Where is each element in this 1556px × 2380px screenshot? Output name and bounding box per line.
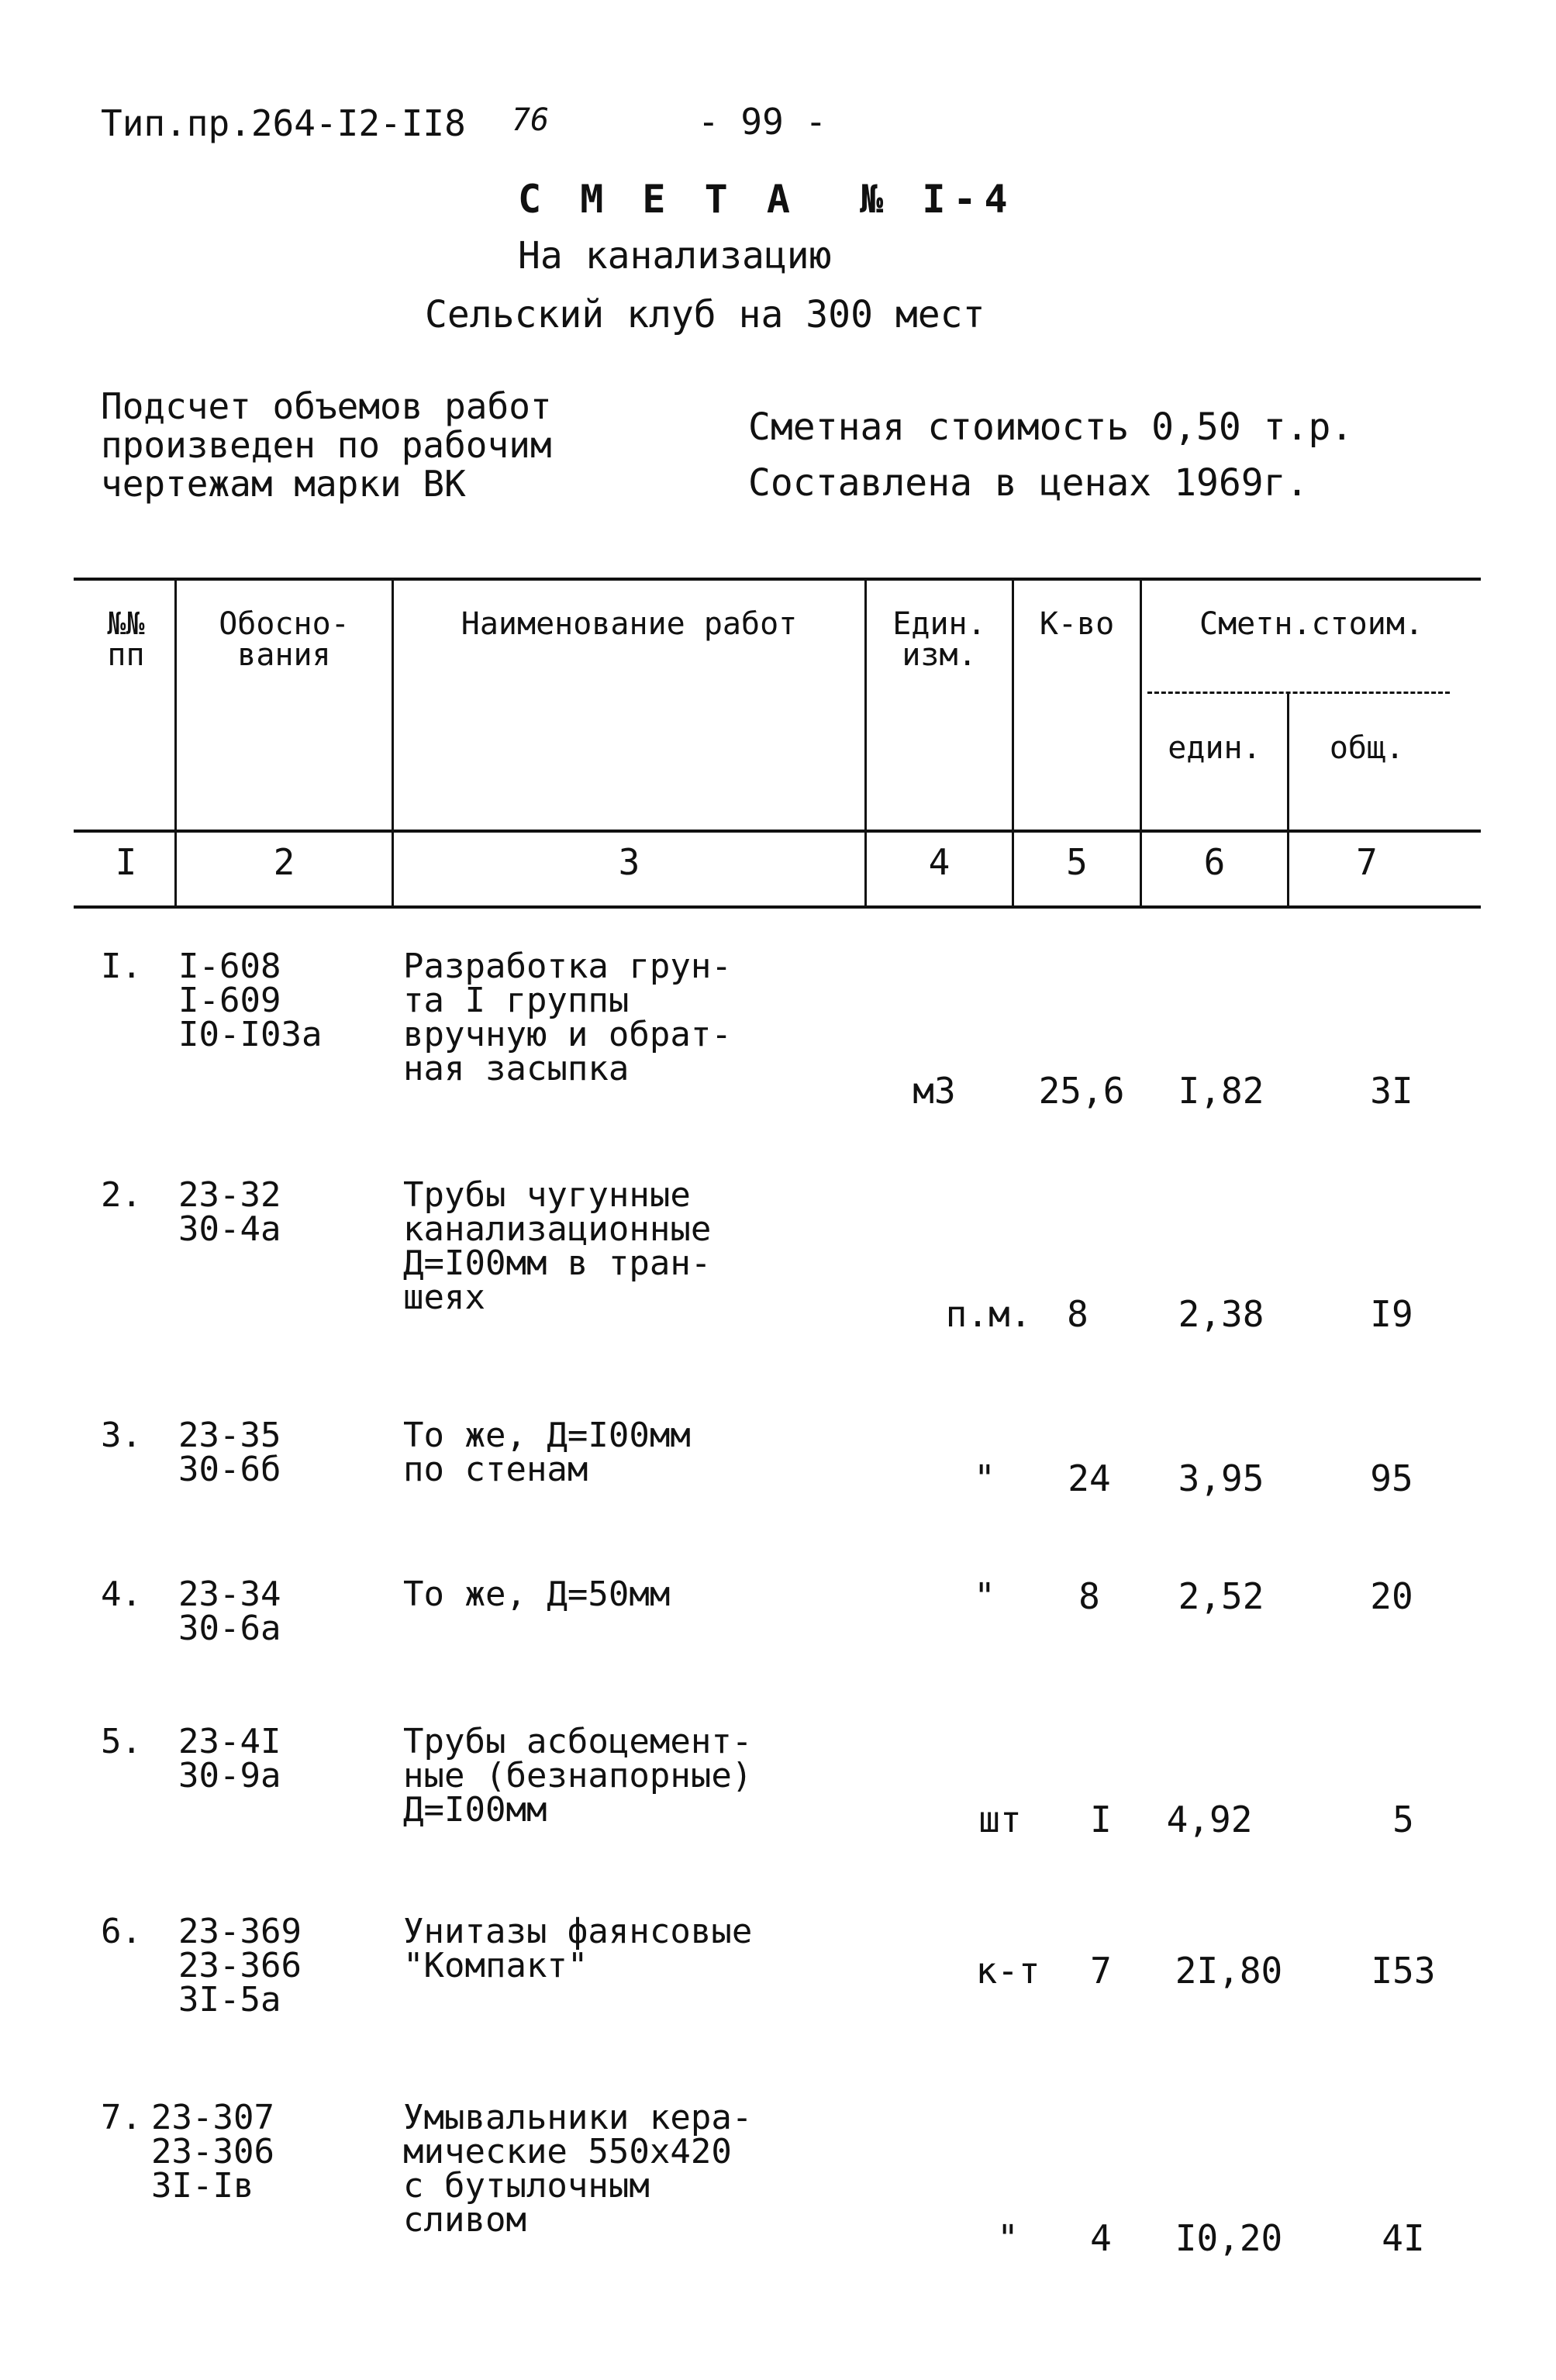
- header-work-name: Наименование работ: [461, 606, 798, 642]
- row-unit: шт: [978, 1799, 1022, 1840]
- info-volumes-line-1: Подсчет объемов работ: [101, 385, 552, 427]
- header-total-cost: общ.: [1329, 730, 1405, 766]
- row-basis: 23-32 30-4а: [178, 1175, 281, 1249]
- row-unit-price: I,82: [1178, 1070, 1264, 1112]
- column-number: 7: [1356, 841, 1378, 883]
- row-number: 5.: [101, 1722, 142, 1761]
- row-basis: 23-307 23-306 3I-Iв: [151, 2098, 274, 2206]
- row-quantity: I: [1090, 1799, 1112, 1840]
- row-total: I53: [1371, 1950, 1436, 1992]
- row-total: 3I: [1370, 1070, 1413, 1112]
- row-unit-price: 2,38: [1178, 1293, 1264, 1335]
- row-unit: п.м.: [945, 1293, 1032, 1335]
- row-unit-price: 3,95: [1178, 1457, 1264, 1499]
- column-number: 2: [273, 841, 295, 883]
- row-unit-price: 4,92: [1166, 1799, 1253, 1840]
- row-quantity: 8: [1067, 1293, 1089, 1335]
- header-basis: Обосно- вания: [219, 606, 350, 673]
- row-quantity: 25,6: [1038, 1070, 1125, 1112]
- row-number: 6.: [101, 1912, 142, 1951]
- info-volumes-line-2: произведен по рабочим: [101, 424, 552, 466]
- row-unit: м3: [913, 1070, 956, 1112]
- header-estimated-cost: Сметн.стоим.: [1199, 606, 1423, 642]
- column-number: 4: [928, 841, 951, 883]
- page-number: - 99 -: [698, 101, 827, 143]
- info-volumes-line-3: чертежам марки ВК: [101, 463, 466, 505]
- row-total: 95: [1370, 1457, 1413, 1499]
- row-work-name: Унитазы фаянсовые "Компакт": [403, 1912, 753, 1985]
- row-total: 20: [1370, 1575, 1413, 1617]
- row-unit: ": [974, 1457, 995, 1499]
- estimated-cost: Сметная стоимость 0,50 т.р.: [748, 405, 1354, 449]
- row-work-name: Трубы асбоцемент- ные (безнапорные) Д=I00мм: [403, 1722, 753, 1830]
- row-basis: 23-369 23-366 3I-5а: [178, 1912, 302, 2020]
- row-quantity: 8: [1078, 1575, 1100, 1617]
- document-title: С М Е Т А № I-4: [518, 177, 1016, 222]
- reference-handwritten-note: 76: [512, 102, 550, 138]
- row-quantity: 7: [1090, 1950, 1112, 1992]
- row-work-name: Умывальники кера- мические 550х420 с бутылочным сливом: [403, 2098, 753, 2240]
- row-basis: 23-35 30-6б: [178, 1416, 281, 1489]
- row-total: 4I: [1382, 2217, 1425, 2259]
- table-header-rule: [74, 830, 1481, 833]
- row-total: 5: [1392, 1799, 1414, 1840]
- row-quantity: 24: [1068, 1457, 1111, 1499]
- row-number: 4.: [101, 1575, 142, 1614]
- column-number: 6: [1203, 841, 1226, 883]
- document-reference: Тип.пр.264-I2-II8: [101, 102, 466, 144]
- row-unit-price: 2I,80: [1175, 1950, 1283, 1992]
- document-subtitle-system: На канализацию: [518, 234, 832, 278]
- column-number: I: [115, 841, 137, 883]
- row-unit: ": [974, 1575, 995, 1617]
- header-unit: Един. изм.: [892, 606, 986, 673]
- table-column-numbers-rule: [74, 905, 1481, 909]
- header-quantity: К-во: [1039, 606, 1115, 642]
- header-unit-cost: един.: [1168, 730, 1261, 766]
- document-subtitle-object: Сельский клуб на 300 мест: [425, 293, 985, 336]
- row-basis: I-608 I-609 I0-I03а: [178, 947, 323, 1054]
- row-work-name: Трубы чугунные канализационные Д=I00мм в тран- шеях: [403, 1175, 712, 1317]
- row-number: 3.: [101, 1416, 142, 1455]
- row-work-name: То же, Д=50мм: [403, 1575, 671, 1614]
- row-unit-price: 2,52: [1178, 1575, 1264, 1617]
- row-work-name: То же, Д=I00мм по стенам: [403, 1416, 691, 1489]
- row-unit: к-т: [975, 1950, 1040, 1992]
- row-basis: 23-34 30-6а: [178, 1575, 281, 1648]
- row-number: 7.: [101, 2098, 142, 2137]
- row-unit: ": [997, 2217, 1019, 2259]
- column-number: 5: [1066, 841, 1088, 883]
- table-top-rule: [74, 578, 1481, 581]
- row-number: 2.: [101, 1175, 142, 1215]
- column-number: 3: [618, 841, 640, 883]
- price-basis: Составлена в ценах 1969г.: [748, 461, 1309, 505]
- row-number: I.: [101, 947, 142, 986]
- row-unit-price: I0,20: [1175, 2217, 1283, 2259]
- table-subheader-dashed-rule: [1147, 692, 1450, 694]
- row-basis: 23-4I 30-9а: [178, 1722, 281, 1795]
- header-row-number: №№ пп: [107, 606, 145, 673]
- row-total: I9: [1370, 1293, 1413, 1335]
- row-work-name: Разработка грун- та I группы вручную и обрат- ная засыпка: [403, 947, 732, 1088]
- row-quantity: 4: [1090, 2217, 1112, 2259]
